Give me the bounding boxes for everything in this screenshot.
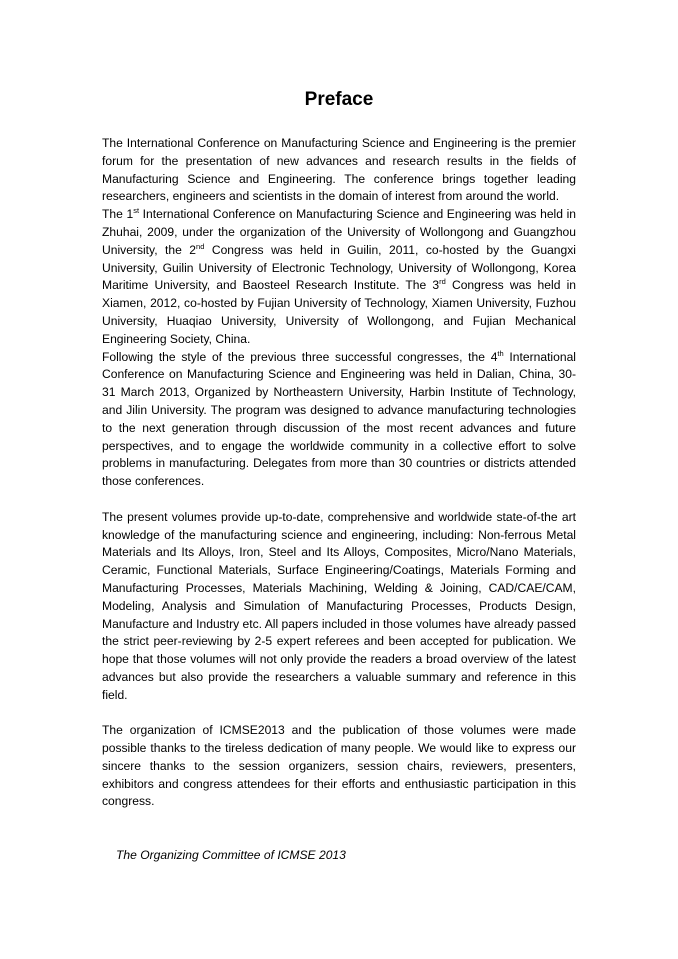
paragraph-acknowledgements xyxy=(102,722,576,811)
paragraph-history-text-2: International Conference on Manufacturing Science and Engineering was held in Zhuhai, 2009, under the organization of the University of Wollongong and Guangzhou University, the 2 xyxy=(102,207,577,257)
ordinal-suffix: nd xyxy=(196,241,205,251)
paragraph-intro-text: The International Conference on Manufacturing Science and Engineering is the premier forum for the presentation of new advances and research results in the fields of Manufacturing Science and Engineering. The conference brings together leading researchers, engineers and scientists in the domain of interest from around the world. xyxy=(102,136,576,204)
signature: The Organizing Committee of ICMSE 2013 xyxy=(116,848,346,862)
paragraph-acknowledgements-text: The organization of ICMSE2013 and the publication of those volumes were made possible thanks to the tireless dedication of many people. We would like to express our sincere thanks to the session organizers, session chairs, reviewers, presenters, exhibitors and congress attendees for their efforts and enthusiastic participation in this congress. xyxy=(102,723,576,809)
paragraph-history-text-4: Congress was held in Xiamen, 2012, co-hosted by Fujian University of Technology, Xiamen University, Fuzhou University, Huaqiao University, University of Wollongong, and Fujian Mechanical Engineering Society, China. xyxy=(102,278,576,346)
ordinal-suffix: rd xyxy=(439,277,446,287)
paragraph-history-text-1: The 1 xyxy=(102,207,134,222)
page-title: Preface xyxy=(304,89,374,110)
paragraph-current-congress xyxy=(102,349,576,491)
paragraph-gap xyxy=(102,491,576,509)
paragraph-volumes xyxy=(102,509,576,705)
paragraph-current-text-1: Following the style of the previous three successful congresses, the 4 xyxy=(102,349,498,364)
ordinal-suffix: st xyxy=(133,206,140,216)
paragraph-intro xyxy=(102,135,576,206)
document-body xyxy=(102,88,576,811)
paragraph-history-text-3: Congress was held in Guilin, 2011, co-hosted by the Guangxi University, Guilin University of Electronic Technology, University of Wollongong, Korea Maritime University, and Baosteel Research Institute. The 3 xyxy=(102,242,576,293)
paragraph-volumes-text: The present volumes provide up-to-date, comprehensive and worldwide state-of-the art knowledge of the manufacturing science and engineering, including: Non-ferrous Metal Materials and Its Alloys, Iron, Steel and Its Alloys, Composites, Micro/Nano Materials, Ceramic, Functional Materials, Surface Engineering/Coatings, Materials Forming and Manufacturing Processes, Materials Machining, Welding & Joining, CAD/CAE/CAM, Modeling, Analysis and Simulation of Manufacturing Processes, Products Design, Manufacture and Industry etc. All papers included in those volumes have already passed the strict peer-reviewing by 2-5 expert referees and been accepted for publication. We hope that those volumes will not only provide the readers a broad overview of the latest advances but also provide the researchers a valuable summary and reference in this field. xyxy=(102,509,576,702)
ordinal-suffix: th xyxy=(497,348,504,358)
paragraph-gap xyxy=(102,705,576,723)
paragraph-current-text-2: International Conference on Manufacturing Science and Engineering was held in Dalian, China, 30-31 March 2013, Organized by Northeastern University, Harbin Institute of Technology, and Jilin University. The program was designed to advance manufacturing technologies to the next generation through discussion of the most recent advances and future perspectives, and to engage the worldwide community in a collective effort to solve problems in manufacturing. Delegates from more than 30 countries or districts attended those conferences. xyxy=(102,349,576,489)
paragraph-history xyxy=(102,206,576,348)
